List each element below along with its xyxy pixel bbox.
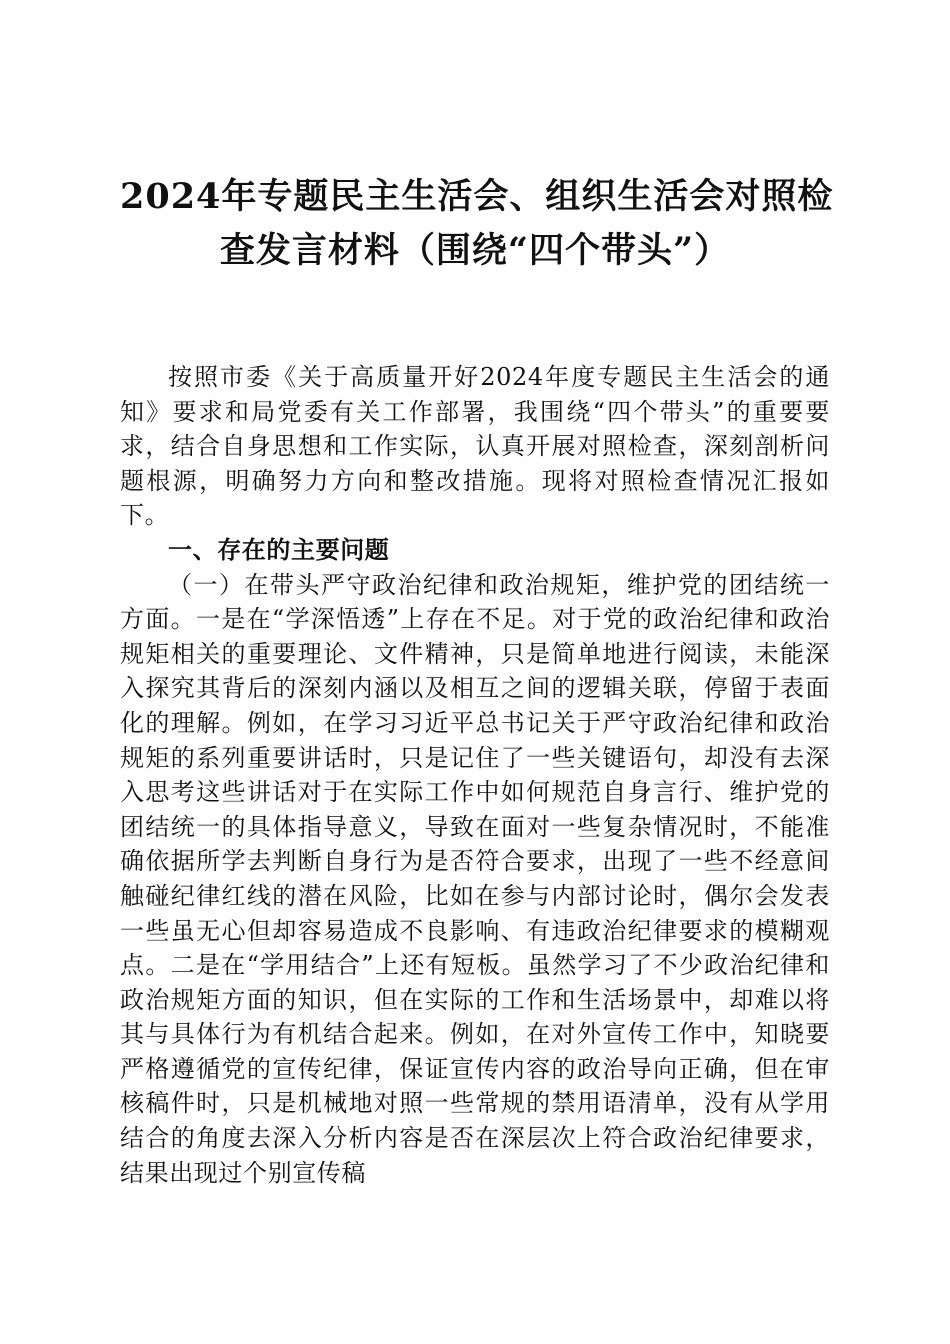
section-heading: 一、存在的主要问题 bbox=[168, 534, 390, 564]
title-line-2: 查发言材料（围绕“四个带头”） bbox=[219, 230, 731, 271]
body-paragraph: （一）在带头严守政治纪律和政治规矩，维护党的团结统一方面。一是在“学深悟透”上存在不足。对于党的政治纪律和政治规矩相关的重要理论、文件精神，只是简单地进行阅读，未能深入探究其背后的深刻内涵以及相互之间的逻辑关联，停留于表面化的理解。例如，在学习习近平总书记关于严守政治纪律和政治规矩的系列重要讲话时，只是记住了一些关键语句，却没有去深入思考这些讲话对于在实际工作中如何规范自身言行、维护党的团结统一的具体指导意义，导致在面对一些复杂情况时，不能准确依据所学去判断自身行为是否符合要求，出现了一些不经意间触碰纪律红线的潜在风险，比如在参与内部讨论时，偶尔会发表一些虽无心但却容易造成不良影响、有违政治纪律要求的模糊观点。二是在“学用结合”上还有短板。虽然学习了不少政治纪律和政治规矩方面的知识，但在实际的工作和生活场景中，却难以将其与具体行为有机结合起来。例如，在对外宣传工作中，知晓要严格遵循党的宣传纪律，保证宣传内容的政治导向正确，但在审核稿件时，只是机械地对照一些常规的禁用语清单，没有从学用结合的角度去深入分析内容是否在深层次上符合政治纪律要求，结果出现过个别宣传稿 bbox=[120, 570, 830, 1187]
title-line-1: 2024年专题民主生活会、组织生活会对照检 bbox=[120, 176, 834, 217]
document-body bbox=[120, 360, 830, 1190]
document-title bbox=[120, 170, 834, 278]
intro-paragraph: 按照市委《关于高质量开好2024年度专题民主生活会的通知》要求和局党委有关工作部署，我围绕“四个带头”的重要要求，结合自身思想和工作实际，认真开展对照检查，深刻剖析问题根源，明确努力方向和整改措施。现将对照检查情况汇报如下。 bbox=[120, 363, 830, 530]
